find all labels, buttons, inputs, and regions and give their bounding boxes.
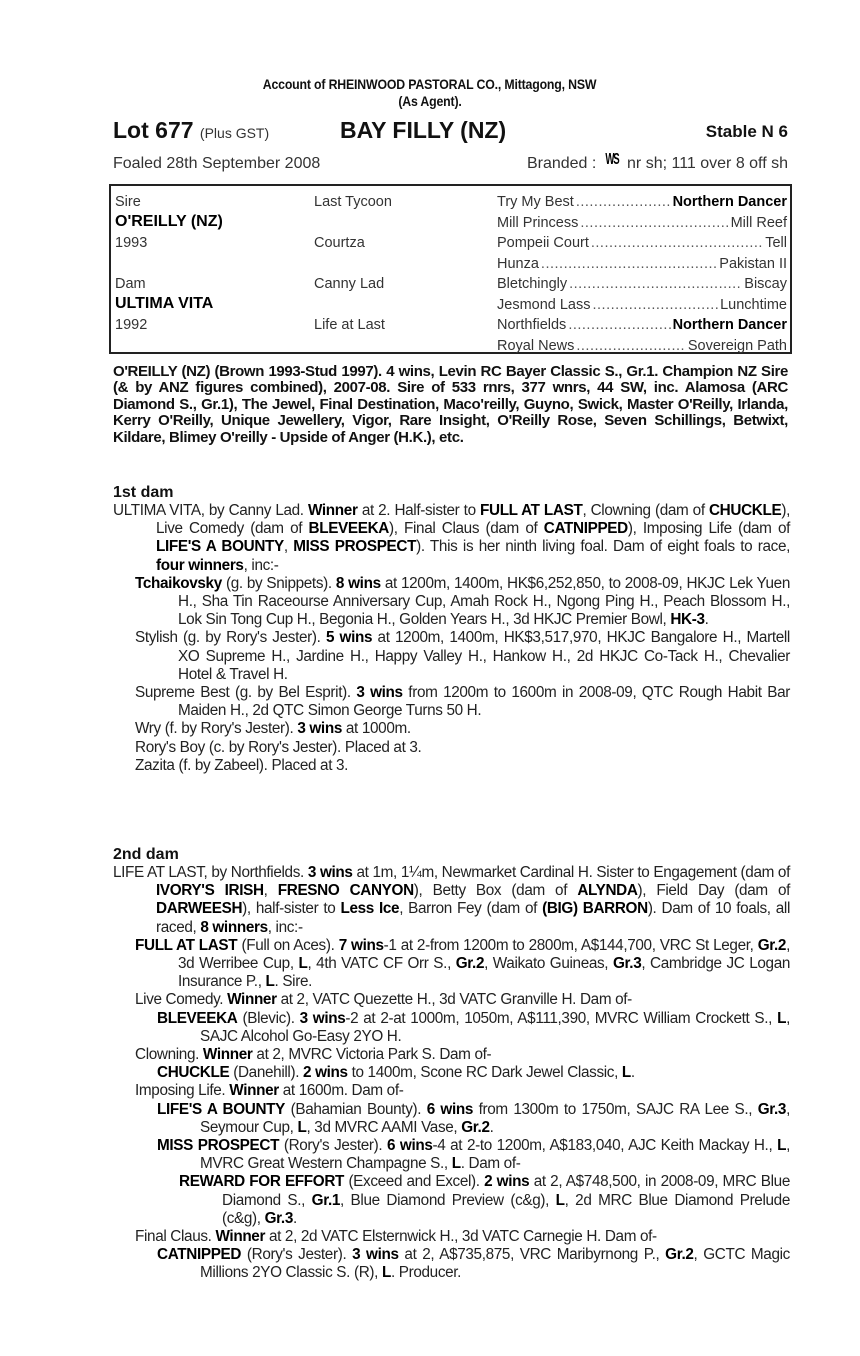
text: Final Claus.: [135, 1228, 216, 1246]
text: , Seymour Cup,: [200, 1100, 790, 1136]
bold-text: Winner: [229, 1082, 279, 1100]
bold-text: Gr.2: [455, 955, 485, 973]
text: LIFE AT LAST, by Northfields.: [113, 864, 308, 881]
dot-leader: [576, 192, 671, 213]
bold-text: L: [297, 1118, 307, 1136]
progeny-entry: [135, 756, 790, 775]
dot-leader: [576, 336, 685, 357]
bold-text: L: [777, 1137, 787, 1155]
text: at 2, VATC Quezette H., 3d VATC Granville H. Dam of-: [276, 991, 632, 1009]
dot-leader: [591, 233, 763, 254]
bold-text: four winners: [156, 556, 244, 574]
progeny-entry: [135, 738, 790, 757]
lot-header: [113, 117, 788, 147]
bold-text: L: [621, 1064, 631, 1082]
text: at 2, 2d VATC Elsternwick H., 3d VATC Carnegie H. Dam of-: [265, 1228, 657, 1246]
text: (Full on Aces).: [237, 936, 339, 954]
bold-text: L: [777, 1009, 787, 1027]
dam-heading: 2nd dam: [113, 846, 179, 863]
bold-text: L: [381, 1264, 391, 1282]
bold-text: DARWEESH: [156, 900, 243, 918]
text: . Producer.: [390, 1264, 462, 1282]
text: (Danehill).: [229, 1064, 304, 1082]
text: at 1600m. Dam of-: [278, 1082, 404, 1100]
great-grandparent-sire: Pakistan II: [719, 255, 787, 272]
text: , inc:-: [267, 918, 303, 936]
text: at 1m, 1¼m, Newmarket Cardinal H. Sister to Engagement (dam of: [352, 864, 790, 881]
bold-text: HK-3: [670, 611, 705, 629]
bold-text: FULL AT LAST: [480, 502, 583, 519]
text: at 1000m.: [342, 720, 411, 738]
great-grandparent-sire: Northern Dancer: [672, 317, 787, 333]
bold-text: MISS PROSPECT: [293, 538, 417, 556]
great-grandparent-row: [497, 254, 787, 275]
text: ,: [283, 538, 294, 556]
great-grandparent-row: [497, 274, 787, 295]
progeny-entry: [157, 1064, 790, 1082]
great-grandparent-row: [497, 295, 787, 316]
progeny-entry: [179, 1173, 790, 1228]
great-grandparent-row: [497, 315, 787, 336]
first-dam-section: [113, 484, 790, 775]
text: (Rory's Jester).: [279, 1137, 388, 1155]
text: ), Live Comedy (dam of: [156, 502, 790, 538]
bold-text: IVORY'S IRISH: [156, 882, 264, 900]
progeny-entry: [135, 629, 790, 684]
dam-heading: 1st dam: [113, 484, 174, 501]
bold-text: 3 wins: [352, 1246, 399, 1264]
text: , 4th VATC CF Orr S.,: [307, 955, 456, 973]
great-grandparent-name: Bletchingly: [497, 276, 568, 292]
text: .: [489, 1118, 494, 1136]
great-grandparent-name: Royal News: [497, 337, 575, 354]
bold-text: Gr.3: [757, 1100, 787, 1118]
bold-text: ALYNDA: [577, 882, 638, 900]
great-grandparent-name: Pompeii Court: [497, 235, 589, 251]
great-grandparent-row: [497, 192, 787, 213]
great-grandparent-sire: Sovereign Path: [687, 337, 787, 354]
bold-text: Gr.2: [665, 1246, 694, 1264]
dot-leader: [580, 213, 728, 234]
horse-title: BAY FILLY (NZ): [340, 117, 507, 143]
bold-text: 3 wins: [356, 684, 403, 702]
text: , Waikato Guineas,: [484, 955, 613, 973]
bold-text: LIFE'S A BOUNTY: [156, 538, 284, 556]
vendor-account: [0, 76, 860, 92]
text: ). This is her ninth living foal. Dam of eight foals to race,: [416, 538, 790, 556]
text: ), half-sister to: [242, 900, 341, 918]
text: -4 at 2-to 1200m, A$183,040, AJC Keith Mackay H.,: [432, 1137, 778, 1155]
text: (Rory's Jester).: [241, 1246, 353, 1264]
bold-text: 7 wins: [338, 936, 384, 954]
brand-text: nr sh; 111 over 8 off sh: [627, 155, 788, 172]
progeny-entry: [135, 1228, 790, 1246]
text: ), Field Day (dam of: [637, 882, 791, 900]
text: , MVRC Great Western Champagne S.,: [200, 1137, 790, 1173]
text: Live Comedy.: [135, 991, 228, 1009]
text: -1 at 2-from 1200m to 2800m, A$144,700, VRC St Leger,: [383, 936, 758, 954]
text: at 1200m, 1400m, HK$6,252,850, to 2008-09, HKJC Lek Yuen H., Sha Tin Raceourse Anniversary Cup, Amah Rock H., Ngong Ping H., Peach Blossom H., Lok Sin Tong Cup H., Begonia H., Golden Years H., 3d HKJC Premier Bowl,: [178, 574, 790, 629]
bold-text: Gr.1: [311, 1191, 341, 1209]
text: ,: [263, 882, 278, 900]
bold-text: REWARD FOR EFFORT: [179, 1173, 345, 1191]
sire-year: 1993: [115, 235, 148, 251]
progeny-entry: [157, 1137, 790, 1173]
stable-number: Stable N 6: [705, 122, 788, 141]
progeny-entry: [157, 1009, 790, 1046]
dam-summary: [113, 502, 791, 575]
bold-text: 6 wins: [426, 1100, 474, 1118]
bold-text: CATNIPPED: [157, 1246, 242, 1264]
text: at 2. Half-sister to: [357, 502, 480, 519]
bold-text: LIFE'S A BOUNTY: [157, 1100, 286, 1118]
granddam-maternal: Life at Last: [314, 317, 385, 333]
progeny-entry: [135, 574, 790, 630]
grandsire-paternal: Last Tycoon: [314, 194, 392, 210]
bold-text: BLEVEEKA: [157, 1009, 238, 1027]
text: ), Final Claus (dam of: [389, 520, 544, 538]
bold-text: 3 wins: [299, 1009, 346, 1027]
bold-text: L: [298, 955, 308, 973]
text: Clowning.: [135, 1046, 203, 1064]
great-grandparent-row: [497, 233, 787, 254]
bold-text: Less Ice: [340, 900, 400, 918]
foaled-date: Foaled 28th September 2008: [113, 155, 321, 172]
great-grandparent-name: Hunza: [497, 255, 539, 272]
great-grandparent-name: Try My Best: [497, 194, 574, 210]
bold-text: Gr.2: [757, 936, 787, 954]
sire-label: Sire: [115, 194, 141, 210]
bold-text: Winner: [202, 1046, 253, 1064]
bold-text: FRESNO CANYON: [277, 882, 414, 900]
great-grandparent-sire: Tell: [765, 235, 787, 251]
vendor-account-text: Account of RHEINWOOD PASTORAL CO., Mittagong, NSW: [263, 76, 597, 92]
text: Rory's Boy (c. by Rory's Jester). Placed at 3.: [135, 738, 422, 756]
bold-text: L: [555, 1191, 565, 1209]
granddam-paternal: Courtza: [314, 235, 365, 251]
progeny-entry: [135, 1046, 790, 1064]
text: .: [292, 1209, 297, 1227]
text: Supreme Best (g. by Bel Esprit).: [135, 684, 357, 702]
vendor-agent: [0, 93, 860, 109]
text: ), Betty Box (dam of: [413, 882, 578, 900]
progeny-entry: [135, 720, 790, 738]
text: Wry (f. by Rory's Jester).: [135, 720, 298, 738]
text: ULTIMA VITA, by Canny Lad.: [113, 502, 308, 519]
grandsire-maternal: Canny Lad: [314, 276, 385, 292]
bold-text: 8 winners: [200, 918, 268, 936]
brand-info: [526, 151, 788, 173]
text: , 3d Werribee Cup,: [178, 936, 790, 973]
text: . Dam of-: [460, 1155, 521, 1173]
sire-summary: O'REILLY (NZ) (Brown 1993-Stud 1997). 4 wins, Levin RC Bayer Classic S., Gr.1. Champion NZ Sire (& by ANZ figures combined), 2007-08. Sire of 533 rnrs, 377 wnrs, 44 SW, inc. Alamosa (ARC Diamond S., Gr.1), The Jewel, Final Destination, Maco'reilly, Guyno, Swick, Master O'Reilly, Irlanda, Kerry O'Reilly, Unique Jewellery, Vigor, Rare Insight, O'Reilly Rose, Seven Schillings, Betwixt, Kildare, Blimey O'reilly - Upside of Anger (H.K.), etc.: [113, 363, 788, 446]
great-grandparent-name: Northfields: [497, 317, 567, 333]
bold-text: 3 wins: [297, 720, 342, 738]
text: at 2, A$735,875, VRC Maribyrnong P.,: [398, 1246, 666, 1264]
bold-text: (BIG) BARRON: [542, 900, 648, 918]
dot-leader: [568, 315, 670, 336]
text: Zazita (f. by Zabeel). Placed at 3.: [135, 756, 349, 774]
bold-text: CHUCKLE: [708, 502, 782, 519]
great-grandparent-sire: Biscay: [744, 276, 787, 292]
text: , Barron Fey (dam of: [399, 900, 543, 918]
branded-label: Branded :: [526, 155, 597, 172]
text: (Blevic).: [237, 1009, 300, 1027]
great-grandparent-sire: Lunchtime: [720, 296, 787, 313]
bold-text: 2 wins: [303, 1064, 348, 1082]
progeny-entry: [135, 1082, 790, 1100]
bold-text: 8 wins: [335, 574, 381, 592]
dot-leader: [593, 295, 719, 316]
bold-text: Gr.3: [612, 955, 642, 973]
bold-text: CHUCKLE: [157, 1064, 230, 1082]
text: from 1300m to 1750m, SAJC RA Lee S.,: [473, 1100, 758, 1118]
text: , Cambridge JC Logan Insurance P.,: [178, 955, 791, 991]
progeny-entry: [157, 1100, 790, 1137]
text: Stylish (g. by Rory's Jester).: [135, 629, 326, 647]
dam-label: Dam: [115, 276, 146, 292]
text: from 1200m to 1600m in 2008-09, QTC Rough Habit Bar Maiden H., 2d QTC Simon George Turns 50 H.: [178, 684, 790, 720]
text: ), Imposing Life (dam of: [627, 520, 791, 538]
bold-text: Winner: [215, 1228, 266, 1246]
progeny-entry: [135, 936, 791, 992]
text: -2 at 2-at 1000m, 1050m, A$111,390, MVRC William Crockett S.,: [345, 1009, 778, 1027]
great-grandparent-name: Mill Princess: [497, 214, 579, 231]
lot-number: [113, 117, 269, 144]
text: .: [630, 1064, 635, 1082]
bold-text: L: [451, 1155, 461, 1173]
plus-gst: (Plus GST): [199, 125, 270, 141]
text: at 2, MVRC Victoria Park S. Dam of-: [252, 1046, 492, 1064]
dam-summary: [113, 864, 791, 937]
bold-text: BLEVEEKA: [308, 520, 389, 538]
brand-mark-icon: WS: [605, 151, 619, 168]
dam-name: ULTIMA VITA: [115, 295, 214, 312]
text: (Exceed and Excel).: [344, 1173, 485, 1191]
text: , Blue Diamond Preview (c&g),: [340, 1191, 556, 1209]
text: , Clowning (dam of: [582, 502, 709, 519]
text: , 3d MVRC AAMI Vase,: [306, 1118, 462, 1136]
text: .: [704, 611, 709, 629]
text: Imposing Life.: [135, 1082, 230, 1100]
text: (Bahamian Bounty).: [285, 1100, 427, 1118]
text: . Sire.: [274, 973, 313, 991]
bold-text: Winner: [307, 502, 358, 519]
bold-text: Winner: [227, 991, 277, 1009]
bold-text: 2 wins: [484, 1173, 530, 1191]
vendor-agent-text: (As Agent).: [398, 93, 462, 109]
bold-text: FULL AT LAST: [135, 936, 238, 954]
text: at 1200m, 1400m, HK$3,517,970, HKJC Bangalore H., Martell XO Supreme H., Jardine H., Happy Valley H., Hankow H., 2d HKJC Co-Tack H., Chevalier Hotel & Travel H.: [178, 629, 790, 683]
dot-leader: [541, 254, 717, 275]
progeny-entry: [157, 1246, 790, 1282]
text: at 2, A$748,500, in 2008-09, MRC Blue Diamond S.,: [222, 1173, 790, 1209]
dot-leader: [569, 274, 742, 295]
great-grandparent-row: [497, 213, 787, 234]
bold-text: CATNIPPED: [543, 520, 628, 538]
dam-year: 1992: [115, 317, 148, 333]
progeny-entry: [135, 684, 790, 720]
bold-text: MISS PROSPECT: [157, 1137, 280, 1155]
text: , 2d MRC Blue Diamond Prelude (c&g),: [222, 1191, 790, 1227]
great-grandparent-row: [497, 336, 787, 357]
bold-text: Gr.2: [461, 1118, 490, 1136]
bold-text: Tchaikovsky: [135, 574, 222, 592]
bold-text: L: [265, 973, 275, 991]
text: , inc:-: [243, 556, 279, 574]
text: to 1400m, Scone RC Dark Jewel Classic,: [347, 1064, 622, 1082]
bold-text: 6 wins: [387, 1137, 433, 1155]
text: ). Dam of 10 foals, all raced,: [156, 900, 791, 936]
great-grandparent-sire: Northern Dancer: [672, 194, 787, 210]
text: (g. by Snippets).: [221, 574, 336, 592]
progeny-entry: [135, 991, 790, 1009]
second-dam-section: [113, 846, 790, 1283]
great-grandparent-name: Jesmond Lass: [497, 296, 591, 313]
text: , SAJC Alcohol Go-Easy 2YO H.: [200, 1009, 790, 1045]
bold-text: 5 wins: [325, 629, 373, 647]
text: , GCTC Magic Millions 2YO Classic S. (R),: [200, 1246, 790, 1282]
bold-text: 3 wins: [307, 864, 353, 881]
sire-name: O'REILLY (NZ): [115, 213, 223, 230]
pedigree-table: [109, 184, 792, 354]
bold-text: Gr.3: [264, 1209, 293, 1227]
great-grandparent-sire: Mill Reef: [730, 214, 787, 231]
lot-label: Lot 677: [113, 117, 194, 143]
